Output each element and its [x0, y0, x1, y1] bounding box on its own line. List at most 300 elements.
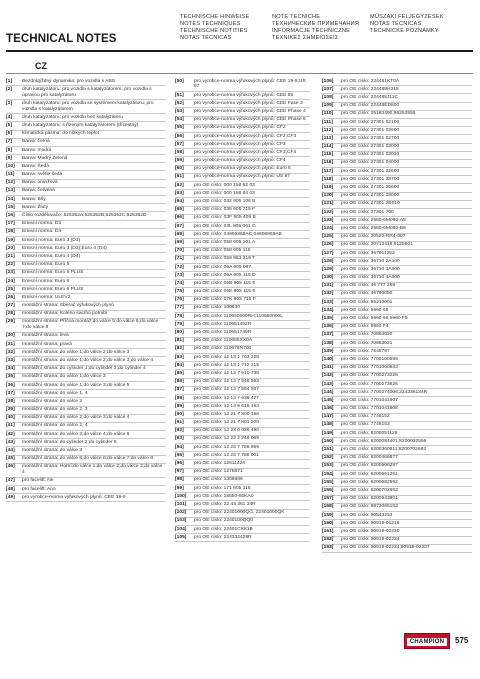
note-text: pro OE císlo: 27301 22600 [341, 168, 400, 174]
note-number: [107] [322, 86, 334, 92]
note-number: [125] [322, 234, 334, 240]
note-number: [102] [175, 510, 187, 516]
note-text: pro OE císlo: 100630 [194, 305, 240, 311]
note-row [322, 504, 472, 512]
note-row [322, 283, 472, 291]
note-text: pro OE císlo: 8200682592 [341, 479, 398, 485]
note-text: pro OE císlo: 224481KT0A [341, 78, 400, 84]
note-number: [20] [6, 245, 15, 251]
note-text: pro vyrobce-norma výfukových plynů: CF2 [194, 125, 286, 131]
note-text: pro OE císlo: 27301 03000 [341, 144, 400, 150]
note-row [175, 190, 310, 198]
note-row [175, 354, 310, 362]
header-title-pl: INFORMACJE TECHNICZNE [272, 28, 351, 34]
note-number: [148] [322, 422, 334, 428]
page-header [0, 0, 480, 56]
note-number: [85] [175, 370, 184, 376]
note-row [322, 414, 472, 422]
note-row [322, 496, 472, 504]
header-title-es: NOTAS TÉCNICAS [180, 35, 232, 41]
note-number: [80] [175, 330, 184, 336]
note-number: [29] [6, 319, 15, 325]
note-text: pro OE císlo: 27301 03010 [341, 152, 400, 158]
note-text: pro OE císlo: 7746152 [341, 414, 390, 420]
note-text: pro OE císlo: 110650000RH;110650000L [194, 313, 283, 319]
note-text: pro OE císlo: 03F 905 409 B [194, 215, 256, 221]
note-number: [18] [6, 229, 15, 235]
note-row [175, 182, 310, 190]
note-text: Emisní norma: D4 [22, 229, 62, 235]
note-text: druh katalyzátoru: pro vozidla bez katalyzátoru [22, 114, 123, 120]
note-row [175, 108, 310, 116]
note-number: [88] [175, 395, 184, 401]
note-number: [94] [175, 444, 184, 450]
note-text: pro vyrobce-norma výfukových plynů: CF3 [194, 141, 286, 147]
note-number: [67] [175, 223, 184, 229]
note-row [175, 272, 310, 280]
note-number: [15] [6, 204, 15, 210]
note-row [6, 366, 166, 374]
note-number: [137] [322, 332, 334, 338]
note-text: pro OE císlo: 90543253 [341, 512, 393, 518]
note-text: pro OE císlo: 7648797 [341, 348, 390, 354]
note-number: [99] [175, 485, 184, 491]
note-number: [30] [6, 333, 15, 339]
note-row [175, 321, 310, 329]
header-title-it: NOTE TECNICHE [272, 14, 321, 20]
note-text: pro OE císlo: 8200360911;8200702693 [341, 447, 427, 453]
note-number: [92] [175, 428, 184, 434]
note-text: montážní strana: do válce 2 [22, 398, 83, 404]
header-titles-col-b [272, 14, 359, 42]
note-row [6, 398, 166, 406]
note-row [175, 100, 310, 108]
note-number: [4] [6, 114, 12, 120]
note-number: [17] [6, 221, 15, 227]
note-row [175, 288, 310, 296]
note-number: [58] [175, 149, 184, 155]
note-text: pro OE císlo: 90919-02234 [341, 537, 400, 543]
note-row [175, 223, 310, 231]
note-row [175, 493, 310, 501]
note-text: pro OE císlo: 12 13 7 594 937 [194, 387, 259, 393]
note-row [322, 176, 472, 184]
note-text: pro OE císlo: 2240100QQ0 [194, 518, 253, 524]
note-number: [68] [175, 231, 184, 237]
note-text: pro OE císlo: 5960 66;5960 F5 [341, 316, 408, 322]
note-row [6, 155, 166, 163]
note-number: [130] [322, 275, 334, 281]
note-text: montážní strana: do válce 2, 3 [22, 407, 88, 413]
note-text: pro vyrobce-norma výfukových plynů: CF3;CF4 [194, 149, 297, 155]
note-row [6, 464, 166, 478]
note-row [322, 348, 472, 356]
note-row [175, 256, 310, 264]
note-row [175, 239, 310, 247]
note-row [322, 209, 472, 217]
note-number: [27] [6, 303, 15, 309]
note-text: pro OE císlo: 7700274008;224336134R [341, 389, 428, 395]
note-row [322, 381, 472, 389]
note-number: [84] [175, 362, 184, 368]
note-number: [136] [322, 324, 334, 330]
note-row [322, 455, 472, 463]
note-number: [66] [175, 215, 184, 221]
note-number: [39] [6, 407, 15, 413]
note-row [175, 395, 310, 403]
note-number: [140] [322, 356, 334, 362]
note-number: [108] [322, 94, 334, 100]
note-text: druh katalyzátoru: pro vozidla se systémem katalyzátoru; pro vozidla s katalyzátorem [22, 100, 154, 112]
note-number: [22] [6, 262, 15, 268]
note-text: pro OE císlo: 5960 66 [341, 307, 389, 313]
note-row [175, 501, 310, 509]
note-row [322, 258, 472, 266]
note-text: pro vyrobce-norma výfukových plynů: CEE Phase 5 [194, 117, 306, 123]
note-number: [117] [322, 168, 334, 174]
note-row [175, 157, 310, 165]
note-text: pro OE císlo: 1306686 [194, 477, 243, 483]
note-number: [25] [6, 286, 15, 292]
note-text: pro OE císlo: 22448ED800 [341, 103, 400, 109]
note-row [322, 160, 472, 168]
note-text: pro OE císlo: 7700100589 [341, 356, 398, 362]
note-text: pro OE císlo: 8200943801 [341, 496, 398, 502]
note-number: [86] [175, 379, 184, 385]
note-text: pro OE císlo: 171 905 115 [194, 485, 251, 491]
note-number: [138] [322, 340, 334, 346]
note-row [6, 114, 166, 122]
note-text: montážní strana: Sberač výfukových plynů [22, 303, 114, 309]
note-text: montážní strana: do válce 5;do válce 6;do válce 7;do válce 8 [22, 456, 154, 462]
note-text: montážní strana: do válce 1;do válce 3;do válce 5 [22, 382, 130, 388]
note-number: [8] [6, 147, 12, 153]
note-text: montážní strana: do válce 2;do válce 3;do válce 4 [22, 415, 130, 421]
note-text: pro OE císlo: 000 158 64 03 [194, 190, 255, 196]
header-title-el: ΤΕΧΝΙΚΕΣ ΣΗΜΕΙΩΣΕΙΣ [272, 35, 339, 41]
note-row [175, 518, 310, 526]
note-text: Emisní norma: Euro 5 PLUS [22, 270, 84, 276]
note-number: [26] [6, 294, 15, 300]
note-number: [53] [175, 108, 184, 114]
note-row [6, 456, 166, 464]
note-row [175, 419, 310, 427]
note-row [175, 329, 310, 337]
note-row [322, 389, 472, 397]
note-text: pro OE císlo: 058 905 115 [194, 248, 251, 254]
note-number: [153] [322, 463, 334, 469]
note-row [175, 313, 310, 321]
note-number: [23] [6, 270, 15, 276]
note-row [6, 253, 166, 261]
note-row [175, 387, 310, 395]
note-number: [89] [175, 403, 184, 409]
note-number: [13] [6, 188, 15, 194]
note-number: [123] [322, 217, 334, 223]
language-code: CZ [35, 61, 47, 71]
note-number: [145] [322, 397, 334, 403]
note-number: [119] [322, 185, 334, 191]
note-number: [70] [175, 248, 184, 254]
note-text: Barva: Žlutý [22, 204, 49, 210]
note-number: [95] [175, 452, 184, 458]
note-number: [60] [175, 166, 184, 172]
note-number: [132] [322, 291, 334, 297]
note-row [6, 286, 166, 294]
note-text: pro OE císlo: 110678N700 [194, 346, 252, 352]
header-title-nl: TECHNISCHE NOTITIES [180, 28, 248, 34]
note-text: pro OE císlo: 12 13 7 548 553 [194, 379, 259, 385]
note-row [175, 370, 310, 378]
note-text: montážní strana: pravá [22, 341, 73, 347]
note-text: montážní strana: do válce 1;do válce 2;do válce 3;do válce 4 [22, 357, 154, 363]
note-row [175, 411, 310, 419]
champion-logo [404, 633, 450, 649]
note-row [175, 469, 310, 477]
note-row [175, 125, 310, 133]
note-text: montážní strana: Horní;do válce 1;do válce 2;do válce 3;do válce 4 [22, 464, 163, 476]
note-row [175, 207, 310, 215]
note-text: pro OE císlo: 12 13 7 510 738 [194, 370, 259, 376]
note-text: pro OE císlo: 224488H315 [341, 86, 399, 92]
note-number: [12] [6, 180, 15, 186]
note-text: pro OE císlo: 12 21 7 801 200 [194, 420, 259, 426]
note-number: [143] [322, 381, 334, 387]
note-number: [45] [6, 456, 15, 462]
note-text: Barva: modrá [22, 147, 52, 153]
note-row [322, 463, 472, 471]
note-text: Bezdrátýždný dynamika: pro vozidla s ABS [22, 78, 115, 84]
note-text: pro OE císlo: 27301 28000 [341, 193, 400, 199]
note-number: [63] [175, 190, 184, 196]
note-text: pro OE císlo: 22 43 361 34R [194, 501, 256, 507]
note-number: [42] [6, 431, 15, 437]
header-title-fr: NOTES TECHNIQUES [180, 21, 241, 27]
note-text: Číslo rozdělovače: 525352A;525352B;525352C;525352D [22, 213, 147, 218]
note-text: pro OE císlo: 90919-02230 [341, 528, 400, 534]
note-row [322, 94, 472, 102]
note-row [6, 478, 166, 486]
note-row [175, 485, 310, 493]
note-row [175, 92, 310, 100]
title-divider [6, 50, 473, 52]
note-number: [44] [6, 448, 15, 454]
note-text: pro OE císlo: 03L 905 061 G [194, 223, 256, 229]
note-text: pro OE císlo: 27301 02600 [341, 127, 400, 133]
note-row [322, 528, 472, 536]
note-text: pro OE císlo: 032 905 106 B [194, 199, 256, 205]
note-text: pro OE císlo: 12 23 7 798 001 [194, 452, 259, 458]
note-text: Barva: světle šedá [22, 172, 63, 178]
note-text: pro OE císlo: 357911253 [341, 250, 395, 256]
note-row [175, 436, 310, 444]
header-title-cs: TECHNICKÉ POZNÁMKY [370, 28, 439, 34]
note-row [322, 86, 472, 94]
note-text: klimatická pásma: do nízkých teplot [22, 131, 99, 137]
note-number: [79] [175, 321, 184, 327]
note-number: [120] [322, 193, 334, 199]
note-row [6, 237, 166, 245]
note-row [175, 452, 310, 460]
header-title-pt: NOTAS TÉCNICAS [370, 21, 422, 27]
note-text: pro OE císlo: 70863021 [341, 340, 393, 346]
note-text: pro vyrobce-norma výfukových plynů: CEE 19-5 [22, 494, 126, 500]
note-number: [114] [322, 144, 334, 150]
note-number: [141] [322, 365, 334, 371]
note-text: pro OE císlo: 8200051128 [341, 430, 398, 436]
note-text: pro OE císlo: 12611424 [194, 461, 246, 467]
note-number: [104] [175, 526, 187, 532]
note-number: [91] [175, 420, 184, 426]
header-titles-col-a [180, 14, 249, 42]
note-number: [115] [322, 152, 334, 158]
note-number: [61] [175, 174, 184, 180]
note-text: Emisní norma: Euro 4 (D4) [22, 253, 81, 259]
note-text: pro OE císlo: 7700273226 [341, 373, 398, 379]
note-number: [1] [6, 78, 12, 84]
note-number: [118] [322, 176, 334, 182]
note-row [6, 319, 166, 333]
note-number: [135] [322, 316, 334, 322]
note-text: pro OE císlo: 07K 905 715 F [194, 297, 256, 303]
note-number: [43] [6, 439, 15, 445]
note-row [175, 264, 310, 272]
note-row [6, 245, 166, 253]
note-text: pro OE císlo: 110655XX0A [194, 338, 253, 344]
note-row [6, 270, 166, 278]
note-text: pro OE císlo: 90919-01218 [341, 520, 400, 526]
note-number: [146] [322, 406, 334, 412]
note-text: pro vyrobce-norma výfukových plynů: CF2;CF3 [194, 133, 297, 139]
note-number: [51] [175, 92, 184, 98]
note-row [175, 149, 310, 157]
note-number: [16] [6, 213, 15, 218]
note-number: [121] [322, 201, 334, 207]
note-row [322, 324, 472, 332]
note-number: [40] [6, 415, 15, 421]
note-text: pro OE císlo: 110651749R [194, 330, 252, 336]
note-row [322, 430, 472, 438]
note-text: pro OE císlo: 110651492R [194, 321, 252, 327]
note-number: [76] [175, 297, 184, 303]
note-text: Barva: Bílý [22, 196, 46, 202]
note-text: pro vyrobce-norma výfukových plynů: CEE Phase 4 [194, 108, 306, 114]
note-text: pro OE císlo: 06A 905 115 D [194, 272, 256, 278]
note-number: [101] [175, 501, 187, 507]
note-number: [78] [175, 313, 184, 319]
note-number: [50] [175, 78, 184, 84]
note-text: pro OE císlo: 12 13 8 616 153 [194, 403, 259, 409]
note-text: pro facelift: Ne [22, 478, 54, 484]
note-number: [19] [6, 237, 15, 243]
note-row [322, 520, 472, 528]
note-text: montážní strana: do cylinder 1;do cylinder 2;do cylinder 4 [22, 366, 146, 372]
note-row [322, 373, 472, 381]
note-row [175, 362, 310, 370]
note-number: [62] [175, 182, 184, 188]
note-text: pro OE císlo: 7701060643 [341, 365, 398, 371]
note-number: [75] [175, 289, 184, 295]
note-row [6, 212, 166, 220]
note-row [6, 486, 166, 494]
note-text: pro OE císlo: 30520-RR4-007 [341, 234, 406, 240]
note-row [175, 379, 310, 387]
note-number: [124] [322, 225, 334, 231]
note-text: pro OE císlo: 06E 905 115 E [194, 289, 256, 295]
note-number: [134] [322, 307, 334, 313]
note-row [175, 444, 310, 452]
note-row [6, 349, 166, 357]
note-number: [163] [322, 545, 334, 551]
note-row [175, 174, 310, 182]
note-number: [87] [175, 387, 184, 393]
note-number: [156] [322, 487, 334, 493]
note-number: [93] [175, 436, 184, 442]
note-row [322, 119, 472, 127]
note-number: [9] [6, 155, 12, 161]
note-text: pro OE císlo: 36710 3A000 [341, 266, 400, 272]
note-number: [47] [6, 478, 15, 484]
note-row [6, 494, 166, 502]
note-row [6, 278, 166, 286]
note-row [6, 447, 166, 455]
note-row [175, 166, 310, 174]
note-row [322, 406, 472, 414]
note-text: Emisní norma: Euro 6 [22, 278, 70, 284]
note-row [6, 204, 166, 212]
note-text: pro OE císlo: 46796050 [341, 291, 393, 297]
note-text: Emisní norma: Euro 6 PLUS [22, 286, 84, 292]
note-number: [142] [322, 373, 334, 379]
note-row [175, 305, 310, 313]
note-row [322, 234, 472, 242]
note-row [6, 311, 166, 319]
page-title: TECHNICAL NOTES [6, 33, 117, 45]
note-row [175, 133, 310, 141]
header-title-ru: ТЕХНИЧЕСКИЕ ПРИМЕЧАНИЯ [272, 21, 360, 27]
note-number: [151] [322, 447, 334, 453]
note-number: [33] [6, 357, 15, 363]
note-text: pro OE císlo: 7700273826 [341, 381, 398, 387]
note-row [6, 374, 166, 382]
note-row [322, 135, 472, 143]
note-number: [37] [6, 390, 15, 396]
note-row [6, 423, 166, 431]
note-row [322, 78, 472, 86]
note-number: [139] [322, 348, 334, 354]
note-number: [113] [322, 135, 334, 141]
note-number: [14] [6, 196, 15, 202]
note-row [322, 275, 472, 283]
note-text: pro OE císlo: 8200561251 [341, 471, 398, 477]
note-text: montážní strana: Příčná montáž;do válce 5;do válce 6;do válce 7;do válce 8 [22, 319, 159, 331]
note-row [6, 439, 166, 447]
header-titles-col-c [370, 14, 444, 35]
note-number: [59] [175, 158, 184, 164]
note-row [6, 100, 166, 114]
note-row [322, 250, 472, 258]
note-text: pro OE císlo: 12 21 7 800 156 [194, 411, 259, 417]
note-row [322, 365, 472, 373]
note-row [6, 131, 166, 139]
note-row [322, 332, 472, 340]
note-row [175, 215, 310, 223]
note-number: [150] [322, 438, 334, 444]
note-number: [96] [175, 461, 184, 467]
note-row [6, 188, 166, 196]
note-text: Emisní norma: ULEV2 [22, 294, 71, 300]
note-row [322, 201, 472, 209]
